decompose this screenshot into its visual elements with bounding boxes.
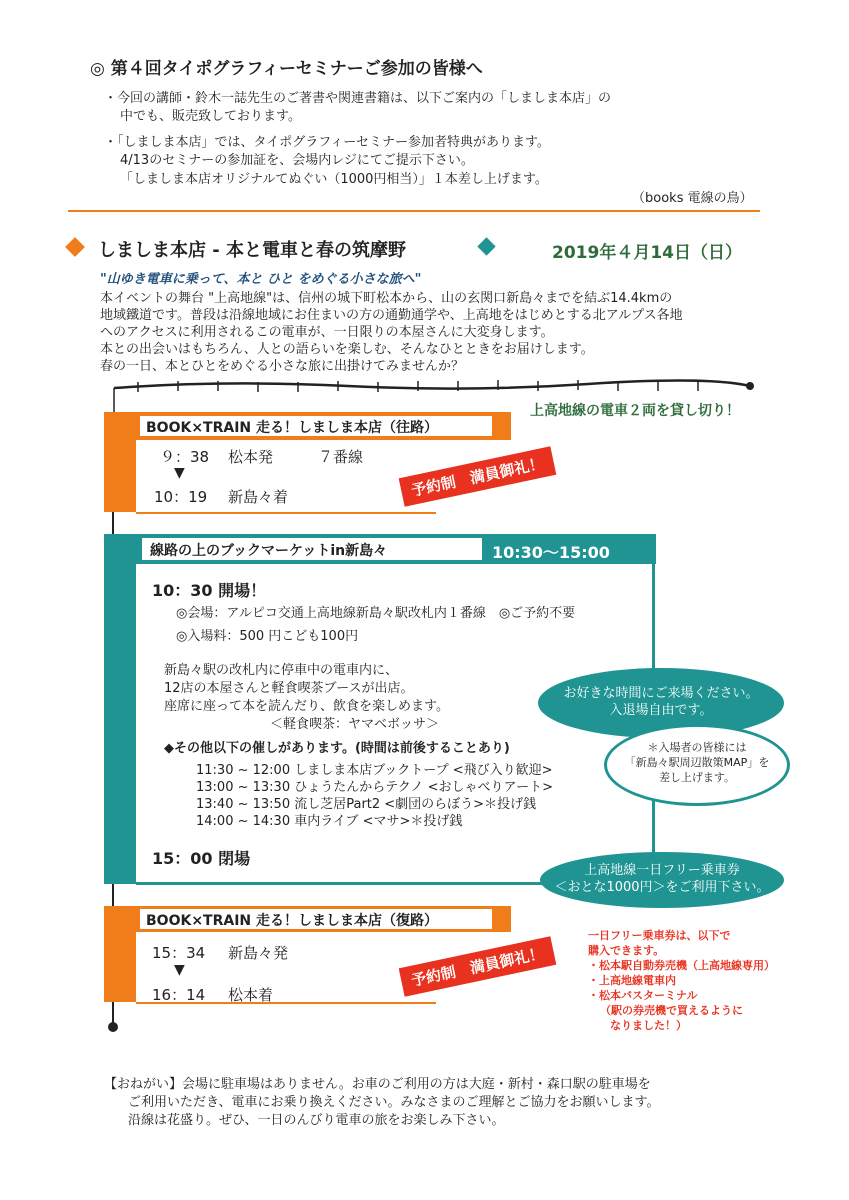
intro-bullet-1a: ・今回の講師・鈴木一誌先生のご著書や関連書籍は、以下ご案内の「しましま本店」の xyxy=(104,91,612,106)
free-pass-line-2: ＜おとな1000円＞をご利用下さい。 xyxy=(554,880,770,895)
outbound-side-bar xyxy=(104,412,136,512)
section-divider xyxy=(68,210,760,212)
event-date: 2019年４月14日（日） xyxy=(552,243,742,263)
market-venue: ◎会場：アルピコ交通上高地線新島々駅改札内１番線 ◎ご予約不要 xyxy=(176,606,576,621)
down-arrow-icon: ▼ xyxy=(174,465,185,481)
orange-diamond-icon xyxy=(65,237,85,257)
track-connector xyxy=(112,884,114,908)
pass-note-line: （駅の券売機で買えるように xyxy=(600,1004,743,1017)
intro-bullet-2b: 4/13のセミナーの参加証を、会場内レジにてご提示下さい。 xyxy=(120,153,474,168)
pass-purchase-note xyxy=(588,928,775,1033)
outbound-reserve-stamp: 予約制 満員御礼！ xyxy=(399,446,557,507)
schedule-item: 14:00 ~ 14:30 車内ライブ <マサ>＊投げ銭 xyxy=(196,814,463,829)
schedule-item: 11:30 ~ 12:00 しましま本店ブックトープ <飛び入り歓迎> xyxy=(196,763,553,778)
pass-note-line: なりました！） xyxy=(610,1019,687,1032)
entry-info-line-2: 入退場自由です。 xyxy=(609,703,713,718)
pass-note-line: ・松本バスターミナル xyxy=(588,989,698,1002)
free-pass-bubble xyxy=(540,852,784,908)
market-fee: ◎入場料：500 円こども100円 xyxy=(176,629,359,644)
inbound-arr-time: 16：14 xyxy=(152,986,206,1004)
market-heading: 線路の上のブックマーケットin新島々 xyxy=(150,543,388,559)
map-info-line-1: ＊入場者の皆様には xyxy=(647,741,747,754)
outbound-arr-station: 新島々着 xyxy=(228,488,289,506)
outbound-dep-station: 松本発 xyxy=(228,448,274,466)
map-info-line-3: 差し上げます。 xyxy=(658,771,736,784)
inbound-heading: BOOK×TRAIN 走る！しましま本店（復路） xyxy=(146,913,439,929)
footer-line-1: 【おねがい】会場に駐車場はありません。お車のご利用の方は大庭・新村・森口駅の駐車場を xyxy=(104,1077,651,1092)
market-side-bar xyxy=(104,534,136,884)
pass-note-line: ・上高地線電車内 xyxy=(588,974,676,987)
market-close: 15：00 閉場 xyxy=(152,849,251,868)
free-pass-line-1: 上高地線一日フリー乗車券 xyxy=(584,863,740,878)
down-arrow-icon: ▼ xyxy=(174,962,185,978)
pass-note-line: ・松本駅自動券売機（上高地線専用） xyxy=(588,959,775,972)
event-desc-3: へのアクセスに利用されるこの電車が、一日限りの本屋さんに大変身します。 xyxy=(100,325,554,340)
map-info-line-2: 「新島々駅周辺散策MAP」を xyxy=(624,756,770,769)
event-title: しましま本店 - 本と電車と春の筑摩野 xyxy=(98,240,407,261)
market-others-title: ◆その他以下の催しがあります。(時間は前後することあり) xyxy=(164,741,510,756)
entry-info-line-1: お好きな時間にご来場ください。 xyxy=(563,686,759,701)
market-body-4: ＜軽食喫茶：ヤマベボッサ＞ xyxy=(270,717,440,732)
event-desc-5: 春の一日、本とひとをめぐる小さな旅に出掛けてみませんか？ xyxy=(100,359,465,374)
track-connector xyxy=(112,1002,114,1024)
outbound-arr-time: 10：19 xyxy=(154,488,208,506)
intro-bullet-2c: 「しましま本店オリジナルてぬぐい（1000円相当）」１本差し上げます。 xyxy=(120,172,548,187)
inbound-side-bar xyxy=(104,906,136,1002)
charter-note: 上高地線の電車２両を貸し切り！ xyxy=(530,403,740,419)
intro-title: ◎ 第４回タイポグラフィーセミナーご参加の皆様へ xyxy=(90,59,483,79)
inbound-dep-time: 15：34 xyxy=(152,944,206,962)
market-body-3: 座席に座って本を読んだり、飲食を楽しめます。 xyxy=(164,699,449,714)
pass-note-line: 購入できます。 xyxy=(588,944,665,957)
footer-line-3: 沿線は花盛り。ぜひ、一日のんびり電車の旅をお楽しみ下さい。 xyxy=(128,1113,505,1128)
intro-bullet-2a: ・「しましま本店」では、タイポグラフィーセミナー参加者特典があります。 xyxy=(104,135,550,150)
track-end-dot xyxy=(108,1022,118,1032)
event-desc-2: 地域鐵道です。普段は沿線地域にお住まいの方の通勤通学や、上高地をはじめとする北アルプス各地 xyxy=(100,308,683,323)
track-connector xyxy=(112,512,114,534)
outbound-dep-time: ９：38 xyxy=(160,448,210,466)
event-tagline: "山ゆき電車に乗って、本と ひと をめぐる小さな旅へ" xyxy=(100,272,422,287)
schedule-item: 13:00 ~ 13:30 ひょうたんからテクノ <おしゃべりアート> xyxy=(196,780,553,795)
market-body-2: 12店の本屋さんと軽食喫茶ブースが出店。 xyxy=(164,681,414,696)
teal-diamond-icon xyxy=(477,237,495,255)
inbound-arr-station: 松本着 xyxy=(228,986,274,1004)
market-body-1: 新島々駅の改札内に停車中の電車内に、 xyxy=(164,663,399,678)
outbound-heading: BOOK×TRAIN 走る！しましま本店（往路） xyxy=(146,420,439,436)
market-hours: 10:30〜15:00 xyxy=(492,543,610,562)
footer-line-2: ご利用いただき、電車にお乗り換えください。みなさまのご理解とご協力をお願いします。 xyxy=(128,1095,660,1110)
inbound-dep-station: 新島々発 xyxy=(228,944,289,962)
schedule-item: 13:40 ~ 13:50 流し芝居Part2 <劇団のらぼう>＊投げ銭 xyxy=(196,797,537,812)
map-info-bubble xyxy=(604,724,790,806)
intro-bullet-1b: 中でも、販売致しております。 xyxy=(120,109,301,124)
market-open: 10：30 開場！ xyxy=(152,581,267,600)
intro-signature: （books 電線の鳥） xyxy=(632,191,753,206)
event-desc-1: 本イベントの舞台 "上高地線"は、信州の城下町松本から、山の玄関口新島々までを結ぶ14.4kmの xyxy=(100,291,673,306)
inbound-reserve-stamp: 予約制 満員御礼！ xyxy=(399,936,557,997)
outbound-platform: ７番線 xyxy=(318,448,364,466)
pass-note-line: 一日フリー乗車券は、以下で xyxy=(588,929,731,942)
event-desc-4: 本との出会いはもちろん、人との語らいを楽しむ、そんなひとときをお届けします。 xyxy=(100,342,594,357)
